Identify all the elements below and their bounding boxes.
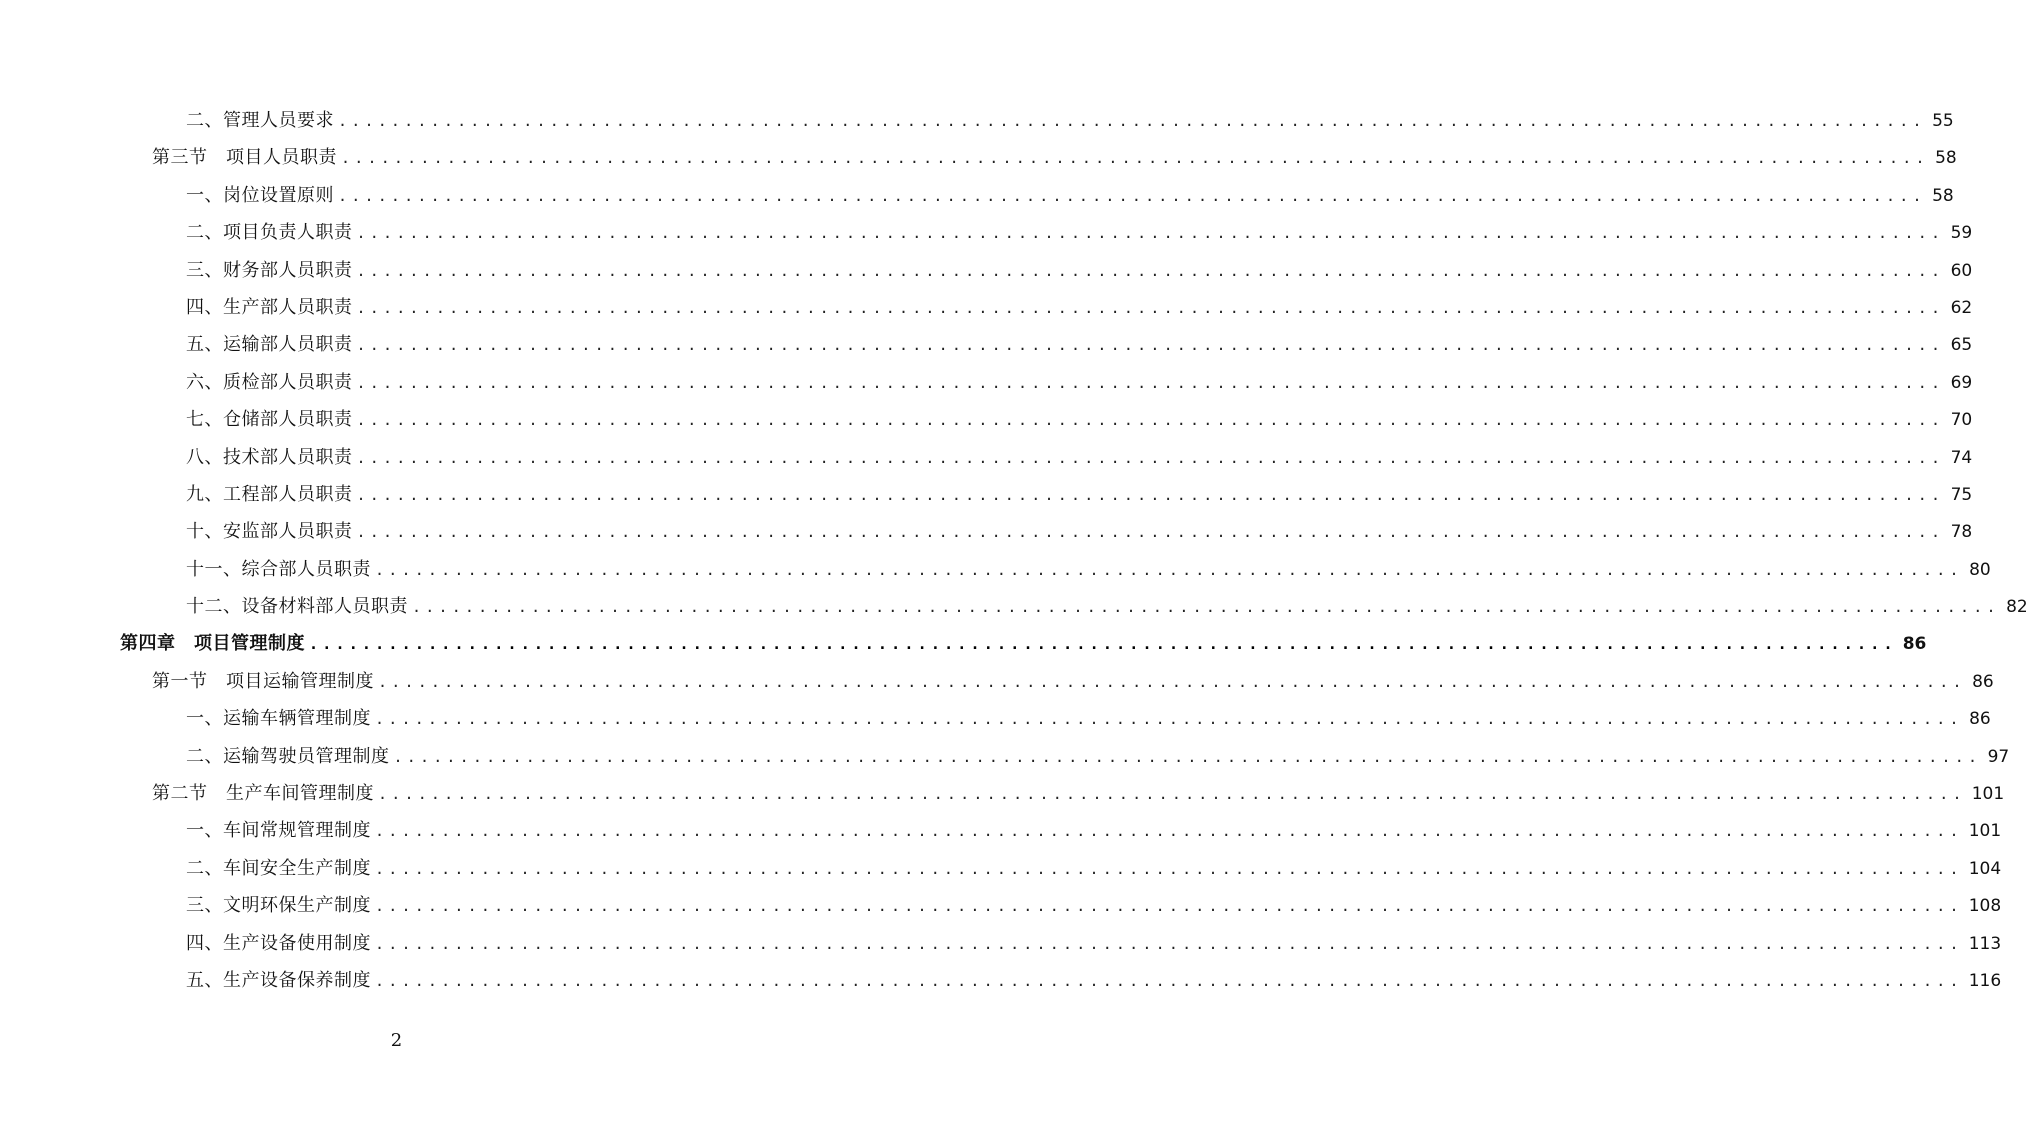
toc-dot-leader: ........................................................................................................................ bbox=[356, 298, 1945, 317]
toc-entry-page: 65 bbox=[1950, 335, 1973, 356]
toc-dot-leader: ........................................................................................................................ bbox=[378, 785, 1966, 804]
toc-dot-leader: ........................................................................................................................ bbox=[356, 224, 1945, 243]
toc-dot-leader: ........................................................................................................................ bbox=[375, 710, 1963, 729]
toc-entry-page: 80 bbox=[1969, 559, 1991, 580]
toc-dot-leader: ........................................................................................................................ bbox=[375, 859, 1963, 878]
toc-entry-page: 70 bbox=[1950, 410, 1973, 431]
toc-entry-page: 113 bbox=[1968, 933, 2002, 954]
toc-dot-leader: ........................................................................................................................ bbox=[356, 336, 1945, 355]
toc-entry-title: 十一、综合部人员职责 bbox=[186, 558, 371, 580]
toc-entry-page: 101 bbox=[1971, 784, 2005, 805]
toc-entry-item[interactable] bbox=[0, 513, 1973, 550]
toc-dot-leader: ........................................................................................................................ bbox=[356, 373, 1945, 392]
toc-entry-title: 八、技术部人员职责 bbox=[186, 446, 353, 468]
toc-entry-page: 78 bbox=[1950, 522, 1973, 543]
toc-dot-leader: ........................................................................................................................ bbox=[378, 672, 1966, 691]
toc-entry-item[interactable] bbox=[0, 102, 1954, 139]
toc-entry-item[interactable] bbox=[0, 850, 2002, 887]
toc-entry-title: 第四章 项目管理制度 bbox=[120, 633, 305, 655]
toc-entry-page: 97 bbox=[1987, 746, 2010, 767]
toc-entry-section[interactable] bbox=[0, 663, 1994, 700]
toc-entry-item[interactable] bbox=[0, 925, 2002, 962]
toc-entry-title: 六、质检部人员职责 bbox=[186, 371, 353, 393]
toc-entry-title: 一、运输车辆管理制度 bbox=[186, 708, 371, 730]
toc-dot-leader: ........................................................................................................................ bbox=[412, 598, 2000, 617]
toc-entry-item[interactable] bbox=[0, 588, 2028, 625]
toc-entry-page: 86 bbox=[1902, 634, 1927, 655]
toc-dot-leader: ........................................................................................................................ bbox=[338, 186, 1926, 205]
toc-entry-item[interactable] bbox=[0, 214, 1973, 251]
toc-entry-item[interactable] bbox=[0, 326, 1973, 363]
toc-entry-item[interactable] bbox=[0, 439, 1973, 476]
toc-entry-title: 第三节 项目人员职责 bbox=[152, 147, 337, 169]
table-of-contents bbox=[0, 102, 2028, 999]
toc-entry-item[interactable] bbox=[0, 700, 1991, 737]
toc-entry-page: 86 bbox=[1972, 671, 1994, 692]
toc-entry-item[interactable] bbox=[0, 364, 1973, 401]
toc-entry-item[interactable] bbox=[0, 812, 2002, 849]
toc-dot-leader: ........................................................................................................................ bbox=[375, 560, 1963, 579]
toc-entry-item[interactable] bbox=[0, 551, 1991, 588]
toc-entry-title: 二、项目负责人职责 bbox=[186, 222, 353, 244]
toc-dot-leader: ........................................................................................................................ bbox=[356, 448, 1945, 467]
toc-entry-title: 二、运输驾驶员管理制度 bbox=[186, 745, 390, 767]
toc-entry-page: 116 bbox=[1968, 970, 2002, 991]
toc-entry-page: 82 bbox=[2006, 597, 2028, 618]
toc-entry-page: 75 bbox=[1950, 484, 1973, 505]
toc-entry-chapter[interactable] bbox=[0, 625, 1927, 662]
toc-dot-leader: ........................................................................................................................ bbox=[356, 485, 1945, 504]
toc-dot-leader: ........................................................................................................................ bbox=[356, 261, 1945, 280]
toc-entry-title: 十、安监部人员职责 bbox=[186, 521, 353, 543]
toc-entry-page: 60 bbox=[1950, 260, 1973, 281]
toc-entry-page: 101 bbox=[1968, 821, 2002, 842]
toc-entry-title: 三、文明环保生产制度 bbox=[186, 895, 371, 917]
toc-entry-title: 二、管理人员要求 bbox=[186, 110, 334, 131]
toc-entry-page: 86 bbox=[1969, 709, 1991, 730]
toc-entry-page: 58 bbox=[1932, 185, 1954, 206]
toc-dot-leader: ........................................................................................................................ bbox=[393, 747, 1982, 766]
toc-entry-title: 一、车间常规管理制度 bbox=[186, 820, 371, 842]
toc-entry-title: 三、财务部人员职责 bbox=[186, 259, 353, 281]
toc-entry-page: 74 bbox=[1950, 447, 1973, 468]
toc-entry-title: 二、车间安全生产制度 bbox=[186, 857, 371, 879]
toc-entry-page: 59 bbox=[1950, 223, 1973, 244]
toc-entry-page: 108 bbox=[1968, 896, 2002, 917]
toc-entry-title: 九、工程部人员职责 bbox=[186, 483, 353, 505]
toc-entry-page: 62 bbox=[1950, 297, 1973, 318]
toc-entry-section[interactable] bbox=[0, 139, 1957, 176]
toc-entry-title: 四、生产设备使用制度 bbox=[186, 932, 371, 954]
toc-entry-item[interactable] bbox=[0, 252, 1973, 289]
toc-entry-item[interactable] bbox=[0, 887, 2002, 924]
toc-dot-leader: ........................................................................................................................ bbox=[341, 149, 1929, 168]
toc-dot-leader: ........................................................................................................................ bbox=[375, 971, 1963, 990]
toc-entry-section[interactable] bbox=[0, 775, 2005, 812]
toc-dot-leader: ........................................................................................................................ bbox=[356, 411, 1945, 430]
toc-entry-title: 第二节 生产车间管理制度 bbox=[152, 783, 374, 805]
toc-entry-item[interactable] bbox=[0, 177, 1954, 214]
toc-entry-item[interactable] bbox=[0, 738, 2010, 775]
toc-dot-leader: ........................................................................................................................ bbox=[375, 897, 1963, 916]
toc-entry-item[interactable] bbox=[0, 476, 1973, 513]
toc-entry-page: 69 bbox=[1950, 372, 1973, 393]
toc-dot-leader: ........................................................................................................................ bbox=[375, 934, 1963, 953]
toc-entry-page: 55 bbox=[1932, 111, 1954, 131]
toc-entry-item[interactable] bbox=[0, 962, 2002, 999]
toc-entry-item[interactable] bbox=[0, 289, 1973, 326]
page-number: 2 bbox=[390, 1030, 403, 1051]
toc-dot-leader: ........................................................................................................................ bbox=[356, 523, 1945, 542]
toc-dot-leader: ........................................................................................................................ bbox=[338, 112, 1926, 130]
toc-dot-leader: ........................................................................................................................ bbox=[375, 822, 1963, 841]
toc-dot-leader: ........................................................................................................................ bbox=[309, 635, 1897, 654]
toc-entry-title: 五、生产设备保养制度 bbox=[186, 969, 371, 991]
toc-entry-item[interactable] bbox=[0, 401, 1973, 438]
toc-entry-page: 58 bbox=[1935, 148, 1957, 169]
toc-entry-page: 104 bbox=[1968, 858, 2002, 879]
toc-entry-title: 一、岗位设置原则 bbox=[186, 184, 334, 206]
toc-entry-title: 七、仓储部人员职责 bbox=[186, 409, 353, 431]
toc-entry-title: 五、运输部人员职责 bbox=[186, 334, 353, 356]
toc-entry-title: 十二、设备材料部人员职责 bbox=[186, 596, 408, 618]
toc-entry-title: 第一节 项目运输管理制度 bbox=[152, 670, 374, 692]
toc-entry-title: 四、生产部人员职责 bbox=[186, 296, 353, 318]
